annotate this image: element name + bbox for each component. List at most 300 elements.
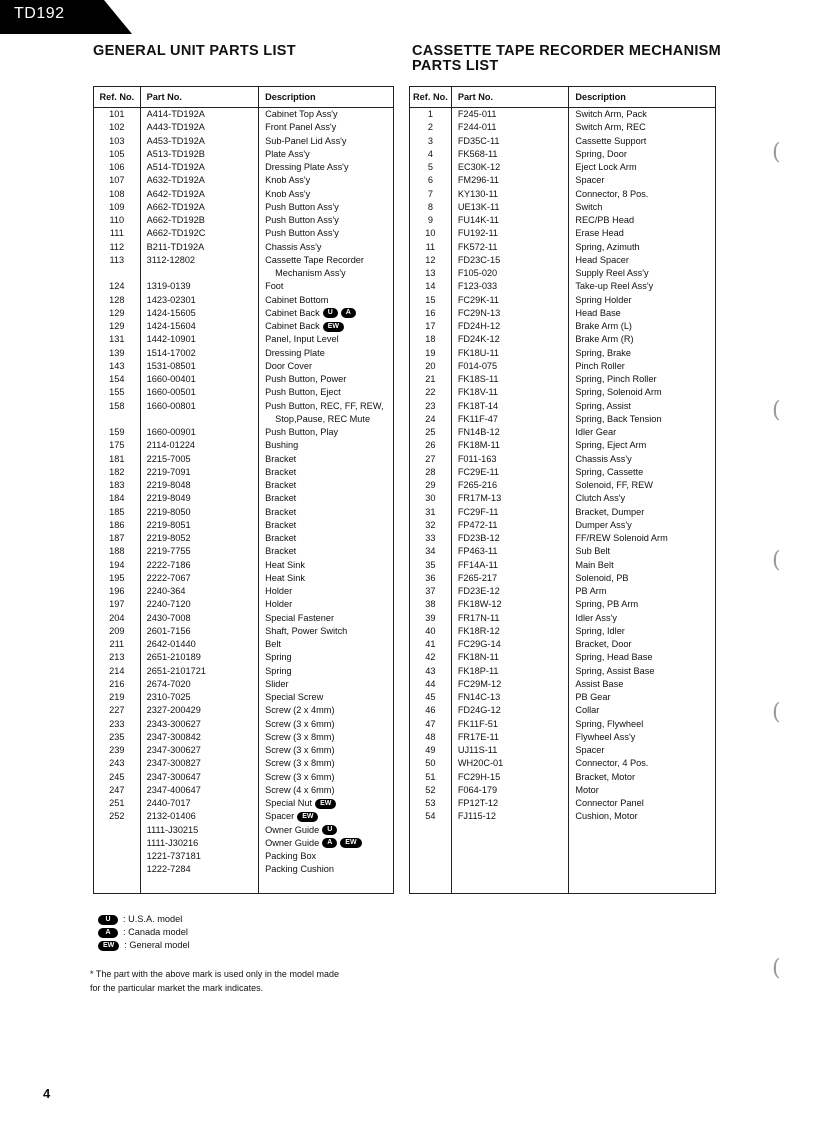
part-no-cell: FK18T-14 (451, 400, 569, 413)
part-no-cell: FN14C-13 (451, 691, 569, 704)
description-text: Spring (265, 665, 292, 676)
description-text: Pinch Roller (575, 360, 625, 371)
description-text: Chassis Ass'y (575, 453, 632, 464)
ref-no-cell (94, 824, 141, 837)
description-text: Bracket (265, 519, 297, 530)
description-cell (569, 188, 716, 201)
description-cell (259, 426, 394, 439)
description-cell (259, 559, 394, 572)
description-cell (259, 148, 394, 161)
ref-no-cell: 175 (94, 439, 141, 452)
description-cell (259, 545, 394, 558)
description-text: Screw (3 x 8mm) (265, 758, 335, 769)
ref-no-cell: 113 (94, 254, 141, 267)
ref-no-cell: 33 (410, 532, 452, 545)
market-badge-icon: EW (297, 812, 318, 822)
badge-u-icon: U (98, 915, 118, 925)
description-text: REC/PB Head (575, 215, 635, 225)
table-row (410, 771, 716, 784)
ref-no-cell: 52 (410, 784, 452, 797)
description-text: Supply Reel Ass'y (575, 268, 649, 278)
description-text: Bracket (265, 533, 297, 543)
description-text: Switch (575, 201, 603, 212)
description-text: Spring, Assist (575, 400, 631, 411)
model-tab (0, 0, 132, 34)
part-no-cell: FJ115-12 (451, 810, 569, 823)
description-cell (259, 267, 394, 280)
ref-no-cell: 21 (410, 373, 452, 386)
description-text: Screw (2 x 4mm) (265, 705, 335, 716)
part-no-cell: 2347-400647 (140, 784, 258, 797)
ref-no-cell: 243 (94, 757, 141, 770)
table-row (94, 320, 394, 333)
description-cell (569, 227, 716, 240)
description-cell (569, 612, 716, 625)
table-row (94, 691, 394, 704)
description-text: Push Button Ass'y (265, 201, 339, 212)
description-text: Brake Arm (L) (575, 321, 632, 331)
table-row (94, 426, 394, 439)
description-cell (259, 585, 394, 598)
description-text: Switch Arm, Pack (575, 109, 647, 119)
description-text: Spring Holder (575, 294, 632, 305)
part-no-cell: A662-TD192B (140, 214, 258, 227)
part-no-cell: 1531-08501 (140, 360, 258, 373)
ref-no-cell: 3 (410, 135, 452, 148)
ref-no-cell: 129 (94, 307, 141, 320)
badge-a-icon: A (98, 928, 118, 938)
part-no-cell: 1424-15605 (140, 307, 258, 320)
part-no-cell: FC29F-11 (451, 506, 569, 519)
description-text: Sub-Panel Lid Ass'y (265, 135, 347, 146)
description-cell (569, 254, 716, 267)
description-text: Panel, Input Level (265, 334, 339, 345)
part-no-cell: 2219-8048 (140, 479, 258, 492)
ref-no-cell: 112 (94, 241, 141, 254)
description-text: Cassette Tape Recorder (265, 254, 364, 265)
description-cell (569, 638, 716, 651)
ref-no-cell: 49 (410, 744, 452, 757)
ref-no-cell: 227 (94, 704, 141, 717)
ref-no-cell (94, 267, 141, 280)
table-row (410, 691, 716, 704)
table-row (94, 704, 394, 717)
part-no-cell: 2601-7156 (140, 625, 258, 638)
description-text: Screw (3 x 6mm) (265, 745, 335, 755)
description-cell (259, 201, 394, 214)
ref-no-cell: 2 (410, 121, 452, 134)
mechanism-title-line2: PARTS LIST (412, 58, 499, 74)
market-badge-icon: U (322, 825, 337, 835)
part-no-cell: FC29N-13 (451, 307, 569, 320)
table-row (410, 559, 716, 572)
empty-cell (94, 877, 141, 894)
part-no-cell: F245-011 (451, 108, 569, 122)
part-no-cell: 2222-7186 (140, 559, 258, 572)
ref-no-cell: 214 (94, 665, 141, 678)
table-row (410, 704, 716, 717)
description-text: Slider (265, 678, 289, 689)
description-text: Spring, Azimuth (575, 241, 640, 252)
table-row (94, 400, 394, 413)
part-no-cell: 2347-300627 (140, 744, 258, 757)
ref-no-cell: 219 (94, 691, 141, 704)
empty-cell (259, 877, 394, 894)
description-cell (569, 466, 716, 479)
ref-no-cell: 184 (94, 492, 141, 505)
ref-no-cell: 109 (94, 201, 141, 214)
part-no-cell: F244-011 (451, 121, 569, 134)
description-text: Front Panel Ass'y (265, 122, 337, 133)
note-line-2: for the particular market the mark indicates. (90, 982, 264, 993)
part-no-cell: 1222-7284 (140, 863, 258, 876)
table-row (410, 347, 716, 360)
table-row (410, 651, 716, 664)
table-row (410, 386, 716, 399)
part-no-cell: FR17M-13 (451, 492, 569, 505)
description-cell (569, 307, 716, 320)
part-no-cell: 2347-300647 (140, 771, 258, 784)
table-row (94, 227, 394, 240)
ref-no-cell: 5 (410, 161, 452, 174)
description-text: Cassette Support (575, 135, 647, 146)
description-text: Screw (3 x 6mm) (265, 771, 335, 782)
part-no-cell: FK568-11 (451, 148, 569, 161)
description-text: Heat Sink (265, 559, 305, 570)
description-cell (259, 108, 394, 122)
description-text: Connector, 4 Pos. (575, 758, 649, 769)
description-text: Heat Sink (265, 572, 305, 583)
table-row (410, 307, 716, 320)
table-row (94, 678, 394, 691)
market-badge-icon: A (341, 308, 356, 318)
general-parts-table (93, 86, 394, 894)
description-cell (259, 174, 394, 187)
description-cell (259, 386, 394, 399)
binding-hole-mark: ( (772, 140, 781, 165)
description-text: Switch Arm, REC (575, 122, 646, 133)
description-text: Solenoid, FF, REW (575, 480, 653, 490)
description-cell (569, 413, 716, 426)
ref-no-cell: 103 (94, 135, 141, 148)
description-text: Push Button Ass'y (265, 215, 339, 225)
description-cell (569, 360, 716, 373)
description-text: Stop,Pause, REC Mute (275, 413, 371, 424)
ref-no-cell: 23 (410, 400, 452, 413)
ref-no-cell: 24 (410, 413, 452, 426)
empty-cell (569, 824, 716, 894)
description-text: Plate Ass'y (265, 148, 310, 159)
description-text: Spring, Assist Base (575, 665, 655, 676)
description-text: Motor (575, 784, 599, 795)
part-no-cell: FC29K-11 (451, 294, 569, 307)
description-cell (569, 598, 716, 611)
description-cell (259, 744, 394, 757)
table-row (94, 174, 394, 187)
table-row (94, 863, 394, 876)
description-text: Connector Panel (575, 798, 644, 808)
table-row (94, 731, 394, 744)
description-cell (259, 214, 394, 227)
description-cell (259, 863, 394, 876)
table-row (410, 572, 716, 585)
description-text: Push Button, Eject (265, 387, 341, 398)
description-cell (259, 651, 394, 664)
legend-canada (98, 926, 188, 939)
ref-no-cell (94, 850, 141, 863)
ref-no-cell: 32 (410, 519, 452, 532)
description-text: Special Fastener (265, 612, 335, 623)
table-row (94, 479, 394, 492)
description-cell (569, 757, 716, 770)
ref-no-cell: 143 (94, 360, 141, 373)
table-row (94, 797, 394, 810)
description-text: Mechanism Ass'y (275, 268, 346, 278)
table-row (94, 506, 394, 519)
description-cell (569, 135, 716, 148)
table-row (94, 810, 394, 823)
description-text: Door Cover (265, 360, 313, 371)
market-badge-icon: EW (340, 838, 361, 848)
description-text: Cushion, Motor (575, 811, 638, 822)
ref-no-cell: 50 (410, 757, 452, 770)
mechanism-parts-table (409, 86, 716, 894)
part-no-cell: 2219-8050 (140, 506, 258, 519)
ref-no-cell: 245 (94, 771, 141, 784)
table-row (410, 294, 716, 307)
description-cell (259, 810, 394, 823)
col-header-desc: Description (569, 87, 716, 108)
description-cell (259, 572, 394, 585)
part-no-cell: F011-163 (451, 453, 569, 466)
table-row (410, 227, 716, 240)
description-cell (569, 545, 716, 558)
description-text: Spring, Brake (575, 347, 631, 358)
ref-no-cell: 1 (410, 108, 452, 122)
legend-usa (98, 913, 182, 926)
table-row (94, 347, 394, 360)
description-cell (259, 479, 394, 492)
table-row (94, 850, 394, 863)
description-text: Spring, Idler (575, 625, 625, 636)
description-text: Belt (265, 639, 281, 649)
description-text: Spacer (575, 175, 605, 186)
ref-no-cell: 181 (94, 453, 141, 466)
description-cell (569, 121, 716, 134)
table-row (410, 121, 716, 134)
col-header-ref: Ref. No. (94, 87, 141, 108)
description-text: Spring, Cassette (575, 466, 644, 477)
part-no-cell: FC29E-11 (451, 466, 569, 479)
description-cell (259, 400, 394, 413)
table-row (410, 810, 716, 823)
description-text: Take-up Reel Ass'y (575, 281, 654, 292)
part-no-cell: 2651-2101721 (140, 665, 258, 678)
description-cell (259, 612, 394, 625)
description-cell (569, 731, 716, 744)
part-no-cell (140, 267, 258, 280)
table-row (410, 598, 716, 611)
part-no-cell: FK18W-12 (451, 598, 569, 611)
mechanism-parts-title (412, 44, 721, 74)
description-text: Owner Guide (265, 824, 320, 835)
empty-cell (140, 877, 258, 894)
part-no-cell: 2240-364 (140, 585, 258, 598)
description-cell (259, 837, 394, 850)
ref-no-cell: 12 (410, 254, 452, 267)
col-header-part: Part No. (451, 87, 569, 108)
col-header-ref: Ref. No. (410, 87, 452, 108)
part-no-cell: FK572-11 (451, 241, 569, 254)
table-row (94, 135, 394, 148)
ref-no-cell: 53 (410, 797, 452, 810)
ref-no-cell: 46 (410, 704, 452, 717)
description-text: Main Belt (575, 559, 614, 570)
table-row (410, 400, 716, 413)
ref-no-cell: 186 (94, 519, 141, 532)
description-cell (569, 532, 716, 545)
description-cell (569, 797, 716, 810)
table-row (94, 638, 394, 651)
description-text: Head Base (575, 307, 621, 318)
ref-no-cell: 159 (94, 426, 141, 439)
ref-no-cell: 106 (94, 161, 141, 174)
ref-no-cell: 11 (410, 241, 452, 254)
description-cell (569, 148, 716, 161)
table-row (410, 506, 716, 519)
description-text: Spring, Back Tension (575, 413, 662, 424)
table-row (94, 373, 394, 386)
col-header-part: Part No. (140, 87, 258, 108)
description-cell (259, 519, 394, 532)
table-header-row (410, 87, 716, 108)
ref-no-cell (94, 863, 141, 876)
table-row (410, 201, 716, 214)
part-no-cell: 1660-00501 (140, 386, 258, 399)
ref-no-cell: 251 (94, 797, 141, 810)
part-no-cell: A632-TD192A (140, 174, 258, 187)
ref-no-cell: 235 (94, 731, 141, 744)
description-cell (259, 227, 394, 240)
ref-no-cell: 196 (94, 585, 141, 598)
table-row (94, 519, 394, 532)
description-cell (569, 280, 716, 293)
table-row (410, 744, 716, 757)
part-no-cell: FC29G-14 (451, 638, 569, 651)
description-text: Spring, Solenoid Arm (575, 387, 662, 398)
table-row (94, 651, 394, 664)
description-text: Spring, Door (575, 148, 627, 159)
description-text: Bracket (265, 453, 297, 464)
mechanism-parts-body (410, 108, 716, 894)
part-no-cell: FP472-11 (451, 519, 569, 532)
ref-no-cell: 111 (94, 227, 141, 240)
part-no-cell: FD24H-12 (451, 320, 569, 333)
ref-no-cell: 18 (410, 333, 452, 346)
description-cell (259, 347, 394, 360)
description-text: Push Button, Play (265, 427, 339, 437)
description-cell (259, 492, 394, 505)
part-no-cell: WH20C-01 (451, 757, 569, 770)
ref-no-cell: 29 (410, 479, 452, 492)
description-cell (569, 479, 716, 492)
part-no-cell: 2430-7008 (140, 612, 258, 625)
description-cell (259, 691, 394, 704)
description-text: Holder (265, 586, 293, 596)
description-text: Spacer (265, 811, 295, 822)
description-text: Bracket (265, 493, 297, 504)
empty-cell (451, 824, 569, 894)
part-no-cell: 1660-00901 (140, 426, 258, 439)
part-no-cell: F265-216 (451, 479, 569, 492)
binding-hole-mark: ( (772, 700, 781, 725)
description-cell (569, 439, 716, 452)
part-no-cell: FK18U-11 (451, 347, 569, 360)
description-text: Dressing Plate (265, 347, 325, 358)
ref-no-cell: 45 (410, 691, 452, 704)
description-text: Erase Head (575, 228, 624, 239)
description-cell (259, 797, 394, 810)
legend-label: : U.S.A. model (123, 914, 183, 924)
table-row (94, 612, 394, 625)
description-cell (569, 108, 716, 122)
description-text: Packing Box (265, 851, 317, 861)
part-no-cell: 3112-12802 (140, 254, 258, 267)
part-no-cell: FF14A-11 (451, 559, 569, 572)
ref-no-cell: 105 (94, 148, 141, 161)
ref-no-cell: 128 (94, 294, 141, 307)
table-row (94, 121, 394, 134)
market-badge-icon: U (323, 308, 338, 318)
market-note (90, 968, 410, 995)
description-cell (259, 373, 394, 386)
description-cell (259, 506, 394, 519)
legend-general (98, 939, 190, 952)
market-badge-icon: EW (315, 799, 336, 809)
market-badge-icon: A (322, 838, 337, 848)
general-parts-body (94, 108, 394, 894)
market-badge-icon: EW (323, 322, 344, 332)
table-row (410, 519, 716, 532)
description-cell (259, 678, 394, 691)
table-row (410, 545, 716, 558)
description-text: Assist Base (575, 678, 624, 689)
table-row (410, 280, 716, 293)
ref-no-cell: 10 (410, 227, 452, 240)
part-no-cell: 2440-7017 (140, 797, 258, 810)
table-row (94, 718, 394, 731)
description-cell (569, 267, 716, 280)
table-row (410, 625, 716, 638)
table-row (410, 426, 716, 439)
description-cell (259, 121, 394, 134)
description-cell (569, 678, 716, 691)
description-text: Idler Gear (575, 427, 617, 437)
part-no-cell: 1442-10901 (140, 333, 258, 346)
description-cell (569, 174, 716, 187)
part-no-cell: A662-TD192A (140, 201, 258, 214)
ref-no-cell: 41 (410, 638, 452, 651)
table-row (94, 532, 394, 545)
table-row (94, 214, 394, 227)
ref-no-cell: 195 (94, 572, 141, 585)
description-text: Spring (265, 652, 292, 663)
table-filler-row (94, 877, 394, 894)
table-row (410, 638, 716, 651)
description-text: Shaft, Power Switch (265, 625, 348, 636)
table-row (94, 837, 394, 850)
ref-no-cell: 102 (94, 121, 141, 134)
